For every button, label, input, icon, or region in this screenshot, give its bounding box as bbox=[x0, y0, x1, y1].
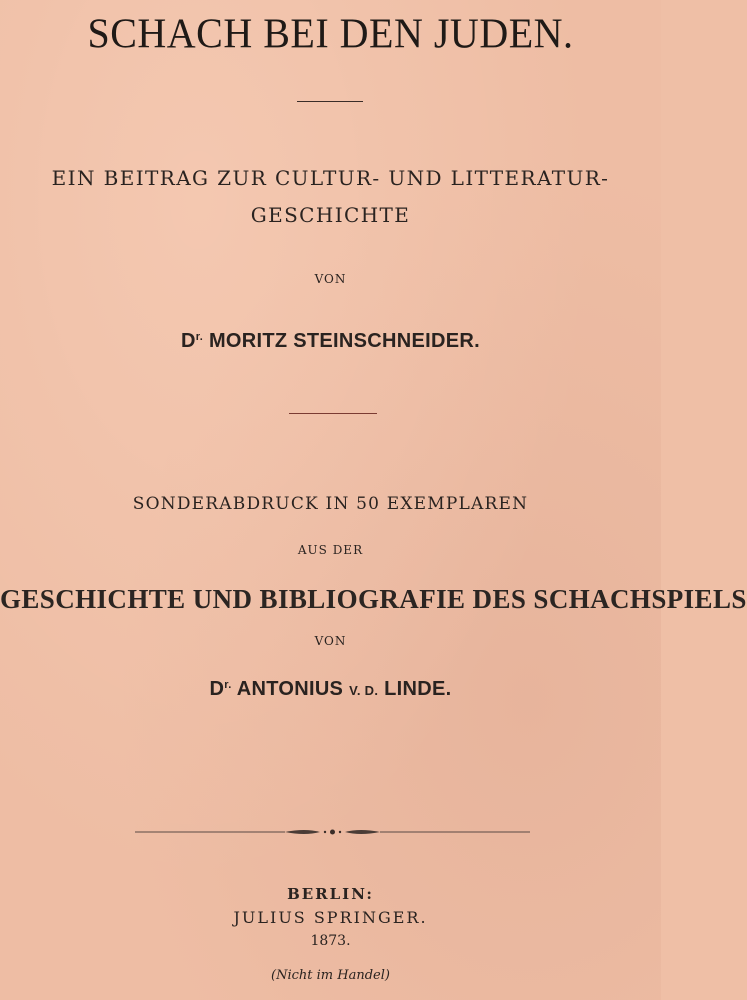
book-title: SCHACH BEI DEN JUDEN. bbox=[87, 9, 574, 58]
author2-first: ANTONIUS bbox=[236, 678, 344, 700]
author-prefix: D bbox=[180, 330, 196, 352]
von-label-1: VON bbox=[314, 272, 347, 286]
ornament-divider-icon bbox=[135, 826, 530, 838]
author2-last: LINDE. bbox=[384, 678, 452, 700]
title-rule bbox=[297, 101, 363, 102]
subtitle-line-2: GESCHICHTE bbox=[250, 203, 411, 227]
von-label-2: VON bbox=[314, 634, 347, 648]
author-name: MORITZ STEINSCHNEIDER. bbox=[208, 330, 480, 352]
aus-der-label: AUS DER bbox=[297, 543, 364, 557]
subtitle-line-1: EIN BEITRAG ZUR CULTUR- UND LITTERATUR- bbox=[51, 166, 610, 190]
section-rule bbox=[289, 413, 377, 414]
author2-prefix: D bbox=[209, 678, 225, 700]
author2-prefix-sup: r. bbox=[224, 679, 232, 691]
sonderabdruck-line: SONDERABDRUCK IN 50 EXEMPLAREN bbox=[132, 494, 529, 514]
author2-line bbox=[0, 678, 661, 701]
imprint-city: BERLIN: bbox=[287, 885, 374, 903]
author-line bbox=[0, 330, 661, 353]
imprint-publisher: JULIUS SPRINGER. bbox=[233, 908, 428, 927]
author2-middle: V. D. bbox=[349, 683, 379, 698]
author-prefix-sup: r. bbox=[195, 331, 204, 343]
imprint-note: (Nicht im Handel) bbox=[271, 968, 390, 983]
source-title: GESCHICHTE UND BIBLIOGRAFIE DES SCHACHSPIELS bbox=[0, 584, 747, 614]
imprint-year: 1873. bbox=[310, 933, 351, 949]
